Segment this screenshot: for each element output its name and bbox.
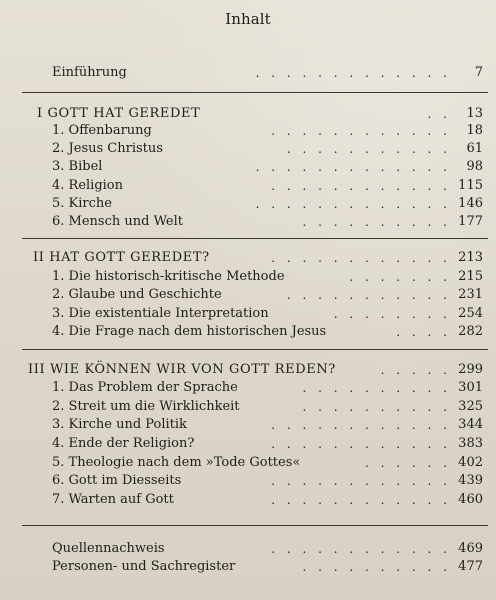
entry-label: 1. Das Problem der Sprache [52, 380, 238, 395]
page-number: 402 [458, 455, 483, 470]
page-number: 383 [458, 436, 483, 451]
entry-label: 6. Mensch und Welt [52, 214, 183, 229]
leader-dots: . . . . [396, 325, 451, 339]
page-number: 477 [458, 559, 483, 574]
entry-label: 4. Die Frage nach dem historischen Jesus [52, 324, 327, 339]
leader-dots: . . . . . [380, 363, 451, 377]
page-number: 439 [458, 473, 483, 488]
section-title: II HAT GOTT GEREDET? [33, 250, 210, 265]
toc-entry-index [0, 556, 496, 578]
entry-label: 2. Streit um die Wirklichkeit [52, 399, 240, 414]
toc-entry [0, 211, 496, 233]
page-number: 98 [466, 159, 483, 174]
leader-dots: . . . . . . . . . . . . . [255, 197, 451, 211]
entry-label: 1. Offenbarung [52, 123, 152, 138]
section-title: I GOTT HAT GEREDET [37, 106, 201, 121]
leader-dots: . . . . . . . . . . . . [271, 251, 451, 265]
leader-dots: . . . . . . . . . . . . [271, 493, 451, 507]
leader-dots: . . . . . . . . . . . . . [255, 160, 451, 174]
leader-dots: . . . . . . . . . . . . [271, 437, 451, 451]
leader-dots: . . [427, 107, 451, 121]
section-divider [22, 92, 488, 93]
entry-label: 7. Warten auf Gott [52, 492, 174, 507]
leader-dots: . . . . . . . . . . . . [271, 542, 451, 556]
page-number: 13 [466, 106, 483, 121]
page-title: Inhalt [225, 10, 271, 28]
entry-label: 3. Bibel [52, 159, 103, 174]
leader-dots: . . . . . . . [349, 270, 451, 284]
page-number: 213 [458, 250, 483, 265]
leader-dots: . . . . . . [365, 456, 451, 470]
leader-dots: . . . . . . . . [333, 307, 451, 321]
page-number: 469 [458, 541, 483, 556]
page-number: 231 [458, 287, 483, 302]
page-number: 146 [458, 196, 483, 211]
page-number: 61 [466, 141, 483, 156]
entry-label: 2. Jesus Christus [52, 141, 163, 156]
entry-label: 6. Gott im Diesseits [52, 473, 182, 488]
page-number: 460 [458, 492, 483, 507]
section-divider [22, 525, 488, 526]
entry-label: 1. Die historisch-kritische Methode [52, 269, 285, 284]
leader-dots: . . . . . . . . . . . . [271, 418, 451, 432]
page-number: 18 [466, 123, 483, 138]
entry-label: 3. Kirche und Politik [52, 417, 187, 432]
toc-entry-introduction [0, 62, 496, 84]
leader-dots: . . . . . . . . . . . [286, 288, 451, 302]
page-number: 344 [458, 417, 483, 432]
leader-dots: . . . . . . . . . . . . [271, 474, 451, 488]
entry-label: 3. Die existentiale Interpretation [52, 306, 269, 321]
page-number: 282 [458, 324, 483, 339]
page-number: 254 [458, 306, 483, 321]
entry-label: 4. Religion [52, 178, 124, 193]
section-divider [22, 238, 488, 239]
section-divider [22, 349, 488, 350]
page-number: 215 [458, 269, 483, 284]
page-number: 7 [474, 65, 483, 80]
leader-dots: . . . . . . . . . . . . [271, 124, 451, 138]
leader-dots: . . . . . . . . . . . [286, 142, 451, 156]
entry-label: 4. Ende der Religion? [52, 436, 195, 451]
entry-label: Personen- und Sachregister [52, 559, 236, 574]
toc-entry [0, 489, 496, 511]
entry-label: Quellennachweis [52, 541, 165, 556]
leader-dots: . . . . . . . . . . [302, 400, 451, 414]
page-number: 299 [458, 362, 483, 377]
section-title: III WIE KÖNNEN WIR VON GOTT REDEN? [28, 362, 336, 377]
entry-label: Einführung [52, 65, 127, 80]
leader-dots: . . . . . . . . . . [302, 215, 451, 229]
leader-dots: . . . . . . . . . . . . . [255, 66, 451, 80]
entry-label: 5. Theologie nach dem »Tode Gottes« [52, 455, 301, 470]
entry-label: 5. Kirche [52, 196, 112, 211]
page-number: 325 [458, 399, 483, 414]
page-number: 301 [458, 380, 483, 395]
leader-dots: . . . . . . . . . . [302, 560, 451, 574]
leader-dots: . . . . . . . . . . [302, 381, 451, 395]
leader-dots: . . . . . . . . . . . . [271, 179, 451, 193]
toc-entry [0, 321, 496, 343]
page-number: 177 [458, 214, 483, 229]
page-number: 115 [458, 178, 483, 193]
entry-label: 2. Glaube und Geschichte [52, 287, 222, 302]
